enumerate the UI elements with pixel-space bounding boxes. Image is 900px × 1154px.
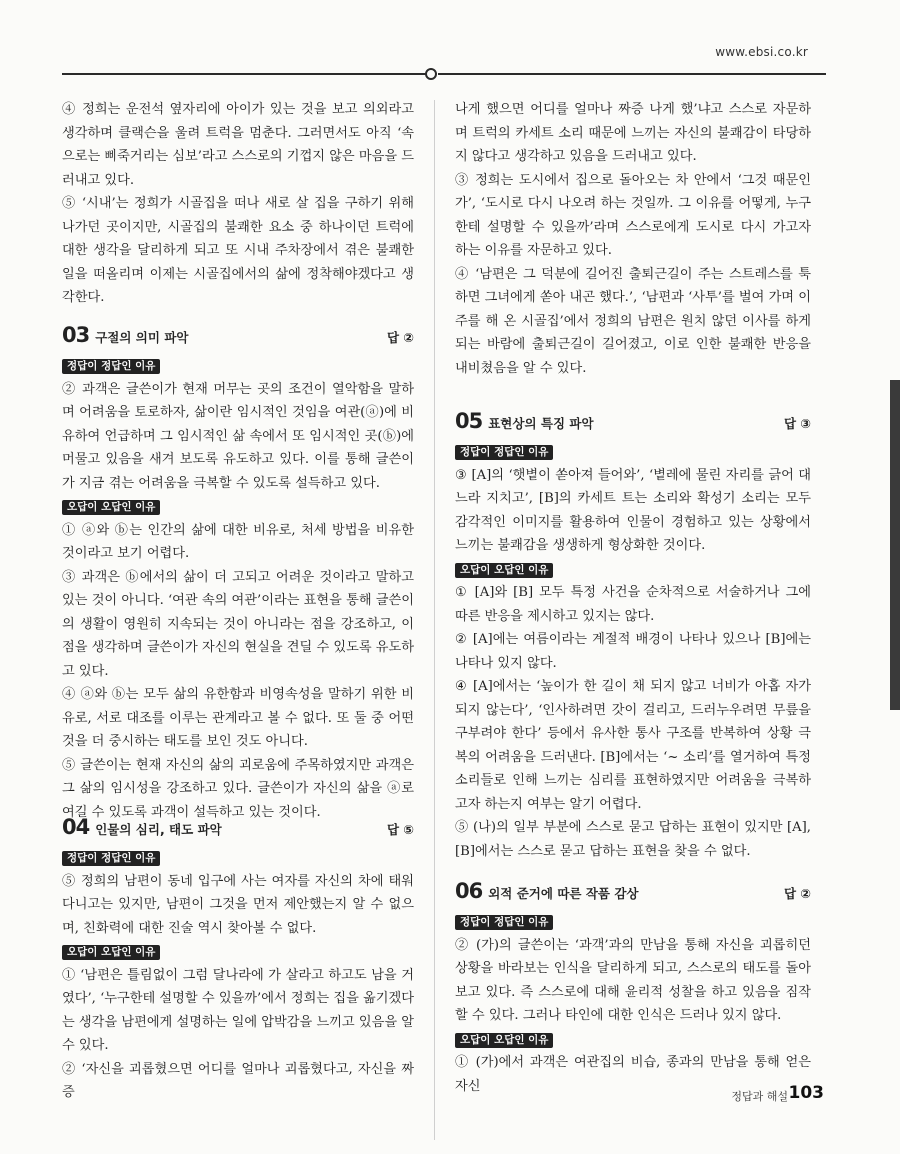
- paragraph: ② (가)의 글쓴이는 ‘과객’과의 만남을 통해 자신을 괴롭히던 상황을 바라보는 인식을 달리하게 되고, 스스로의 태도를 돌아보고 있다. 즉 스스로에 대해 윤리적 성찰을 하고 있음을 짐작할 수 있다. 그러나 타인에 대한 인식은 드러나 있지 않다.: [455, 937, 811, 1023]
- answer-label: 답 ③: [783, 416, 811, 431]
- correct-reason-badge: 정답이 정답인 이유: [455, 915, 553, 930]
- site-url[interactable]: www.ebsi.co.kr: [715, 45, 808, 59]
- paragraph: ④ [A]에서는 ‘높이가 한 길이 채 되지 않고 너비가 아홉 자가 되지 않는다’, ‘인사하려면 갓이 걸리고, 드러누우려면 무릎을 구부려야 한다’ 등에서 유사한 통사 구조를 반복하여 상황 극복의 어려움을 드러낸다. [B]에서는 ‘~ 소리’를 열거하여 특정 소리들로 인해 느끼는 심리를 표현하였지만 어려움을 극복하고자 하는지 여부는 알기 어렵다.: [455, 679, 811, 812]
- paragraph: ⑤ 글쓴이는 현재 자신의 삶의 괴로움에 주목하였지만 과객은 그 삶의 임시성을 강조하고 있다. 글쓴이가 자신의 삶을 ⓐ로 여길 수 있도록 과객이 설득하고 있는 것이다.: [62, 757, 414, 820]
- section-05: [455, 410, 811, 863]
- correct-reason-badge: 정답이 정답인 이유: [455, 445, 553, 460]
- page-edge-tab: [890, 380, 900, 710]
- wrong-reason-badge: 오답이 오답인 이유: [455, 563, 553, 578]
- wrong-reason-badge: 오답이 오답인 이유: [62, 945, 160, 960]
- left-intro: [62, 98, 414, 310]
- paragraph: ① [A]와 [B] 모두 특정 사건을 순차적으로 서술하거나 그에 따른 반응을 제시하고 있지는 않다.: [455, 585, 811, 624]
- section-04: [62, 816, 414, 1105]
- paragraph: ② ‘자신을 괴롭혔으면 어디를 얼마나 괴롭혔다고, 자신을 짜증: [62, 1061, 414, 1100]
- paragraph: ⑤ (나)의 일부 부분에 스스로 묻고 답하는 표현이 있지만 [A], [B]에서는 스스로 묻고 답하는 표현을 찾을 수 없다.: [455, 820, 811, 859]
- section-number: 05: [455, 409, 483, 433]
- paragraph: ① ⓐ와 ⓑ는 인간의 삶에 대한 비유로, 처세 방법을 비유한 것이라고 보기 어렵다.: [62, 522, 414, 561]
- answer-label: 답 ②: [386, 330, 414, 345]
- section-title: 인물의 심리, 태도 파악: [95, 822, 222, 837]
- paragraph: ⑤ ‘시내’는 정희가 시골집을 떠나 새로 살 집을 구하기 위해 나가던 곳이지만, 시골집의 불쾌한 요소 중 하나이던 트럭에 대한 생각을 달리하게 되고 또 시내 주차장에서 겪은 불쾌한 일을 떠올리며 이제는 시골집에서의 삶에 정착해야겠다고 생각한다.: [62, 196, 414, 305]
- section-header: [62, 324, 414, 354]
- paragraph: ② [A]에는 여름이라는 계절적 배경이 나타나 있으나 [B]에는 나타나 있지 않다.: [455, 632, 811, 671]
- correct-reason-badge: 정답이 정답인 이유: [62, 359, 160, 374]
- paragraph: ③ 정희는 도시에서 집으로 돌아오는 차 안에서 ‘그것 때문인가’, ‘도시로 다시 나오려 하는 것일까. 그 이유를 어떻게, 누구한테 설명할 수 있을까’라며 스스로에게 도시로 다시 가고자 하는 이유를 자문하고 있다.: [455, 172, 811, 258]
- wrong-reason-badge: 오답이 오답인 이유: [62, 500, 160, 515]
- section-title: 구절의 의미 파악: [95, 330, 189, 345]
- answer-label: 답 ⑤: [386, 822, 414, 837]
- section-header: [62, 816, 414, 846]
- correct-reason-badge: 정답이 정답인 이유: [62, 851, 160, 866]
- paragraph: ② 과객은 글쓴이가 현재 머무는 곳의 조건이 열악함을 말하며 어려움을 토로하자, 삶이란 임시적인 것임을 여관(ⓐ)에 비유하여 언급하며 그 임시적인 삶 속에서 또 임시적인 곳(ⓑ)에 머물고 있음을 새겨 보도록 유도하고 있다. 이를 통해 글쓴이가 지금 겪는 어려움을 극복할 수 있도록 설득하고 있다.: [62, 381, 414, 491]
- page-number: 103: [788, 1083, 824, 1103]
- section-06: [455, 880, 811, 1098]
- paragraph: 나게 했으면 어디를 얼마나 짜증 나게 했’냐고 스스로 자문하며 트럭의 카세트 소리 때문에 느끼는 자신의 불쾌감이 타당하지 않다고 생각하고 있음을 드러내고 있다.: [455, 102, 811, 164]
- right-intro: [455, 98, 811, 380]
- column-divider: [434, 100, 435, 1140]
- section-number: 03: [62, 323, 90, 347]
- answer-label: 답 ②: [783, 886, 811, 901]
- paragraph: ③ [A]의 ‘햇볕이 쏟아져 들어와’, ‘볕레에 물린 자리를 긁어 대느라 지치고’, [B]의 카세트 트는 소리와 확성기 소리는 모두 감각적인 이미지를 활용하여 인물이 경험하고 있는 상황에서 느끼는 불쾌감을 생생하게 형상화한 것이다.: [455, 467, 811, 553]
- paragraph: ④ 정희는 운전석 옆자리에 아이가 있는 것을 보고 의외라고 생각하며 클랙슨을 울려 트럭을 멈춘다. 그러면서도 아직 ‘속으로는 삐죽거리는 심보’라고 스스로의 기껍지 않은 마음을 드러내고 있다.: [62, 102, 415, 188]
- header-rule-left: [62, 73, 426, 75]
- section-header: [455, 410, 811, 440]
- paragraph: ① (가)에서 과객은 여관집의 비습, 종과의 만남을 통해 얻은 자신: [455, 1055, 811, 1094]
- section-number: 04: [62, 815, 90, 839]
- header-rule-right: [438, 73, 826, 75]
- paragraph: ④ ‘남편은 그 덕분에 길어진 출퇴근길이 주는 스트레스를 툭하면 그녀에게 쏟아 내곤 했다.’, ‘남편과 ‘사투’를 벌여 가며 이주를 해 온 시골집’에서 정희의 남편은 원치 않던 이사를 하게 되는 바람에 출퇴근길이 길어졌고, 이로 인한 불쾌한 반응을 내비쳤음을 알 수 있다.: [455, 266, 811, 376]
- section-title: 외적 준거에 따른 작품 감상: [488, 886, 639, 901]
- paragraph: ④ ⓐ와 ⓑ는 모두 삶의 유한함과 비영속성을 말하기 위한 비유로, 서로 대조를 이루는 관계라고 볼 수 없다. 또 둘 중 어떤 것을 더 중시하는 태도를 보인 것도 아니다.: [62, 687, 414, 749]
- footer-label: 정답과 해설: [731, 1090, 788, 1103]
- section-header: [455, 880, 811, 910]
- section-number: 06: [455, 879, 483, 903]
- section-03: [62, 324, 414, 824]
- paragraph: ③ 과객은 ⓑ에서의 삶이 더 고되고 어려운 것이라고 말하고 있는 것이 아니다. ‘여관 속의 여관’이라는 표현을 통해 글쓴이의 생활이 영원히 지속되는 것이 아니라는 점을 강조하고, 이 점을 생각하며 글쓴이가 자신의 현실을 견딜 수 있도록 유도하고 있다.: [62, 569, 415, 679]
- header-rule-circle: [425, 68, 437, 80]
- wrong-reason-badge: 오답이 오답인 이유: [455, 1033, 553, 1048]
- paragraph: ⑤ 정희의 남편이 동네 입구에 사는 여자를 자신의 차에 태워 다니고는 있지만, 남편이 그것을 먼저 제안했는지 알 수 없으며, 친화력에 대한 진술 역시 찾아볼 수 없다.: [62, 873, 414, 936]
- paragraph: ① ‘남편은 틀림없이 그럼 달나라에 가 살라고 하고도 남을 거였다’, ‘누구한테 설명할 수 있을까’에서 정희는 집을 옮기겠다는 생각을 남편에게 설명하는 일에 압박감을 느끼고 있음을 알 수 있다.: [62, 967, 415, 1053]
- section-title: 표현상의 특징 파악: [488, 416, 594, 431]
